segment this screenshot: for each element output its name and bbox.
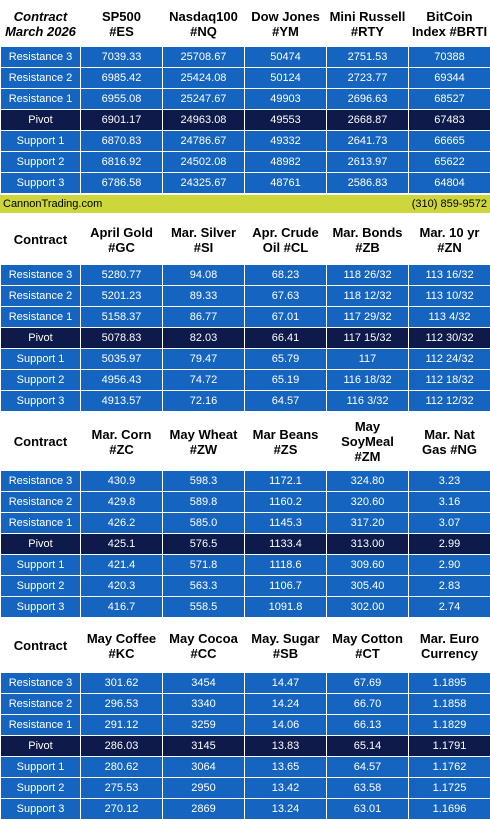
level-value: 270.12 <box>81 799 163 820</box>
row-label: Support 2 <box>1 370 81 391</box>
row-label: Support 2 <box>1 576 81 597</box>
row-label: Pivot <box>1 328 81 349</box>
level-value: 3145 <box>163 736 245 757</box>
row-label: Pivot <box>1 736 81 757</box>
column-header-line: #ZW <box>190 442 217 457</box>
row-label: Resistance 1 <box>1 307 81 328</box>
level-row <box>1 778 490 799</box>
level-value: 5035.97 <box>81 349 163 370</box>
level-row <box>1 471 490 492</box>
pivot-row <box>1 328 490 349</box>
level-row <box>1 89 490 110</box>
row-label: Support 1 <box>1 349 81 370</box>
column-header-line: May Cocoa <box>169 631 238 646</box>
column-header-line: #GC <box>108 240 135 255</box>
level-value: 64804 <box>409 173 490 194</box>
column-header <box>245 1 327 47</box>
column-header <box>409 413 490 471</box>
level-value: 275.53 <box>81 778 163 799</box>
column-header-line: Currency <box>421 646 478 661</box>
level-value: 2.74 <box>409 597 490 618</box>
level-value: 86.77 <box>163 307 245 328</box>
level-value: 305.40 <box>327 576 409 597</box>
level-value: 89.33 <box>163 286 245 307</box>
level-value: 24963.08 <box>163 110 245 131</box>
level-value: 3340 <box>163 694 245 715</box>
column-header-line: #CT <box>355 646 380 661</box>
level-value: 13.83 <box>245 736 327 757</box>
row-label: Resistance 1 <box>1 89 81 110</box>
contract-header <box>1 1 81 47</box>
level-value: 6786.58 <box>81 173 163 194</box>
level-value: 14.24 <box>245 694 327 715</box>
column-header-line: May. Sugar <box>251 631 319 646</box>
level-row <box>1 391 490 412</box>
level-value: 1.1725 <box>409 778 490 799</box>
level-value: 65.14 <box>327 736 409 757</box>
level-value: 67.69 <box>327 673 409 694</box>
column-header <box>409 619 490 673</box>
level-value: 1.1762 <box>409 757 490 778</box>
column-header <box>81 1 163 47</box>
level-value: 25247.67 <box>163 89 245 110</box>
level-value: 66.70 <box>327 694 409 715</box>
level-value: 1.1895 <box>409 673 490 694</box>
level-value: 425.1 <box>81 534 163 555</box>
level-value: 74.72 <box>163 370 245 391</box>
row-label: Support 2 <box>1 778 81 799</box>
level-row <box>1 799 490 820</box>
column-header-line: Mar. Bonds <box>332 225 402 240</box>
level-value: 64.57 <box>245 391 327 412</box>
phone-number: (310) 859-9572 <box>412 198 487 210</box>
header-row <box>1 413 490 471</box>
column-header-line: Mar. Silver <box>171 225 236 240</box>
level-value: 49332 <box>245 131 327 152</box>
column-header <box>327 1 409 47</box>
column-header-line: April Gold <box>90 225 153 240</box>
level-row <box>1 173 490 194</box>
level-value: 2696.63 <box>327 89 409 110</box>
row-label: Resistance 2 <box>1 694 81 715</box>
level-value: 2.83 <box>409 576 490 597</box>
column-header <box>409 1 490 47</box>
level-value: 280.62 <box>81 757 163 778</box>
level-row <box>1 715 490 736</box>
column-header-line: #ES <box>109 24 134 39</box>
level-row <box>1 757 490 778</box>
level-value: 63.01 <box>327 799 409 820</box>
level-value: 48982 <box>245 152 327 173</box>
level-value: 301.62 <box>81 673 163 694</box>
column-header-line: #NQ <box>190 24 217 39</box>
row-label: Resistance 3 <box>1 673 81 694</box>
level-value: 6816.92 <box>81 152 163 173</box>
level-value: 64.57 <box>327 757 409 778</box>
level-value: 2723.77 <box>327 68 409 89</box>
header-row <box>1 1 490 47</box>
level-row <box>1 286 490 307</box>
level-value: 118 26/32 <box>327 265 409 286</box>
level-value: 67.01 <box>245 307 327 328</box>
level-value: 13.42 <box>245 778 327 799</box>
level-value: 13.65 <box>245 757 327 778</box>
level-value: 571.8 <box>163 555 245 576</box>
column-header-line: Mar. Corn <box>92 427 152 442</box>
row-label: Support 3 <box>1 173 81 194</box>
column-header-line: #SB <box>273 646 298 661</box>
level-value: 1160.2 <box>245 492 327 513</box>
row-label: Resistance 3 <box>1 471 81 492</box>
levels-table-2 <box>0 214 490 412</box>
level-value: 117 15/32 <box>327 328 409 349</box>
level-value: 2613.97 <box>327 152 409 173</box>
level-row <box>1 265 490 286</box>
level-value: 66.13 <box>327 715 409 736</box>
level-value: 1118.6 <box>245 555 327 576</box>
level-value: 117 <box>327 349 409 370</box>
level-row <box>1 307 490 328</box>
contact-banner <box>0 194 490 214</box>
row-label: Resistance 2 <box>1 286 81 307</box>
column-header-line: #ZB <box>355 240 380 255</box>
row-label: Resistance 2 <box>1 492 81 513</box>
level-value: 1.1829 <box>409 715 490 736</box>
level-value: 70388 <box>409 47 490 68</box>
level-value: 25708.67 <box>163 47 245 68</box>
level-value: 6955.08 <box>81 89 163 110</box>
level-value: 79.47 <box>163 349 245 370</box>
column-header-line: SoyMeal <box>341 434 394 449</box>
level-value: 14.47 <box>245 673 327 694</box>
column-header-line: #SI <box>194 240 214 255</box>
column-header-line: #ZN <box>437 240 462 255</box>
column-header <box>163 215 245 265</box>
level-value: 296.53 <box>81 694 163 715</box>
column-header <box>163 413 245 471</box>
level-value: 416.7 <box>81 597 163 618</box>
level-row <box>1 673 490 694</box>
level-value: 66.41 <box>245 328 327 349</box>
pivot-row <box>1 110 490 131</box>
level-row <box>1 349 490 370</box>
level-value: 3259 <box>163 715 245 736</box>
level-value: 94.08 <box>163 265 245 286</box>
level-value: 1172.1 <box>245 471 327 492</box>
level-value: 50474 <box>245 47 327 68</box>
level-value: 2751.53 <box>327 47 409 68</box>
level-value: 65622 <box>409 152 490 173</box>
level-value: 1091.8 <box>245 597 327 618</box>
level-value: 112 30/32 <box>409 328 490 349</box>
column-header-line: BitCoin <box>426 9 472 24</box>
level-value: 63.58 <box>327 778 409 799</box>
level-value: 112 12/32 <box>409 391 490 412</box>
level-value: 558.5 <box>163 597 245 618</box>
level-row <box>1 555 490 576</box>
column-header-line: #RTY <box>351 24 384 39</box>
column-header <box>163 1 245 47</box>
level-value: 2.99 <box>409 534 490 555</box>
level-row <box>1 152 490 173</box>
level-value: 13.24 <box>245 799 327 820</box>
row-label: Support 1 <box>1 555 81 576</box>
column-header-line: #ZM <box>355 449 381 464</box>
level-value: 2.90 <box>409 555 490 576</box>
row-label: Resistance 3 <box>1 47 81 68</box>
level-value: 430.9 <box>81 471 163 492</box>
header-row <box>1 215 490 265</box>
column-header <box>327 413 409 471</box>
column-header-line: Mar. Euro <box>420 631 479 646</box>
level-value: 14.06 <box>245 715 327 736</box>
contract-header-line: Contract <box>14 9 67 24</box>
level-value: 25424.08 <box>163 68 245 89</box>
row-label: Support 3 <box>1 597 81 618</box>
column-header <box>245 413 327 471</box>
level-value: 563.3 <box>163 576 245 597</box>
level-value: 1106.7 <box>245 576 327 597</box>
row-label: Support 1 <box>1 757 81 778</box>
contract-header-line: Contract <box>14 434 67 449</box>
column-header-line: May Wheat <box>170 427 238 442</box>
level-value: 4913.57 <box>81 391 163 412</box>
level-value: 421.4 <box>81 555 163 576</box>
level-value: 291.12 <box>81 715 163 736</box>
level-value: 5280.77 <box>81 265 163 286</box>
level-value: 66665 <box>409 131 490 152</box>
level-value: 4956.43 <box>81 370 163 391</box>
column-header <box>81 413 163 471</box>
column-header-line: Mar. Nat <box>424 427 475 442</box>
level-value: 2641.73 <box>327 131 409 152</box>
level-value: 24786.67 <box>163 131 245 152</box>
row-label: Resistance 1 <box>1 513 81 534</box>
level-value: 113 10/32 <box>409 286 490 307</box>
level-value: 116 3/32 <box>327 391 409 412</box>
row-label: Support 3 <box>1 799 81 820</box>
level-value: 317.20 <box>327 513 409 534</box>
level-value: 113 16/32 <box>409 265 490 286</box>
level-value: 68.23 <box>245 265 327 286</box>
level-value: 112 18/32 <box>409 370 490 391</box>
level-value: 65.79 <box>245 349 327 370</box>
level-value: 1.1791 <box>409 736 490 757</box>
level-value: 67483 <box>409 110 490 131</box>
column-header-line: Gas #NG <box>422 442 477 457</box>
column-header-line: May Cotton <box>332 631 403 646</box>
level-row <box>1 694 490 715</box>
level-value: 426.2 <box>81 513 163 534</box>
site-link[interactable]: CannonTrading.com <box>3 198 102 210</box>
row-label: Resistance 3 <box>1 265 81 286</box>
level-row <box>1 576 490 597</box>
level-value: 286.03 <box>81 736 163 757</box>
column-header-line: May Coffee <box>87 631 156 646</box>
column-header-line: #ZS <box>274 442 298 457</box>
level-value: 116 18/32 <box>327 370 409 391</box>
contract-header <box>1 215 81 265</box>
level-value: 1.1696 <box>409 799 490 820</box>
level-value: 3454 <box>163 673 245 694</box>
level-value: 6985.42 <box>81 68 163 89</box>
contract-header <box>1 619 81 673</box>
header-row <box>1 619 490 673</box>
column-header <box>327 215 409 265</box>
column-header <box>409 215 490 265</box>
level-value: 82.03 <box>163 328 245 349</box>
column-header <box>163 619 245 673</box>
level-value: 585.0 <box>163 513 245 534</box>
row-label: Support 2 <box>1 152 81 173</box>
column-header-line: #YM <box>272 24 299 39</box>
level-value: 1145.3 <box>245 513 327 534</box>
level-value: 6901.17 <box>81 110 163 131</box>
level-value: 576.5 <box>163 534 245 555</box>
level-value: 3.16 <box>409 492 490 513</box>
level-value: 24325.67 <box>163 173 245 194</box>
column-header-line: Mar. 10 yr <box>420 225 480 240</box>
contract-header-line: Contract <box>14 232 67 247</box>
level-row <box>1 513 490 534</box>
level-value: 5201.23 <box>81 286 163 307</box>
levels-table-4 <box>0 618 490 820</box>
column-header-line: #ZC <box>109 442 134 457</box>
level-value: 302.00 <box>327 597 409 618</box>
level-value: 1.1858 <box>409 694 490 715</box>
row-label: Support 3 <box>1 391 81 412</box>
row-label: Support 1 <box>1 131 81 152</box>
level-row <box>1 597 490 618</box>
column-header <box>81 619 163 673</box>
level-value: 112 24/32 <box>409 349 490 370</box>
column-header-line: SP500 <box>102 9 141 24</box>
column-header <box>327 619 409 673</box>
row-label: Pivot <box>1 534 81 555</box>
level-value: 5078.83 <box>81 328 163 349</box>
column-header-line: Index #BRTI <box>412 24 487 39</box>
level-value: 48761 <box>245 173 327 194</box>
row-label: Resistance 2 <box>1 68 81 89</box>
level-value: 69344 <box>409 68 490 89</box>
level-value: 324.80 <box>327 471 409 492</box>
level-value: 2950 <box>163 778 245 799</box>
level-row <box>1 370 490 391</box>
level-value: 50124 <box>245 68 327 89</box>
row-label: Resistance 1 <box>1 715 81 736</box>
level-row <box>1 131 490 152</box>
level-value: 309.60 <box>327 555 409 576</box>
level-value: 65.19 <box>245 370 327 391</box>
levels-table-1 <box>0 0 490 194</box>
level-value: 320.60 <box>327 492 409 513</box>
contract-header-line: March 2026 <box>5 24 76 39</box>
column-header-line: Dow Jones <box>251 9 320 24</box>
column-header-line: Mini Russell <box>330 9 406 24</box>
level-value: 2869 <box>163 799 245 820</box>
level-value: 68527 <box>409 89 490 110</box>
column-header-line: Mar Beans <box>253 427 319 442</box>
level-row <box>1 492 490 513</box>
column-header-line: #CC <box>190 646 216 661</box>
level-value: 3.23 <box>409 471 490 492</box>
level-value: 117 29/32 <box>327 307 409 328</box>
column-header-line: Oil #CL <box>263 240 309 255</box>
contract-header <box>1 413 81 471</box>
column-header-line: Nasdaq100 <box>169 9 238 24</box>
level-row <box>1 47 490 68</box>
level-value: 118 12/32 <box>327 286 409 307</box>
levels-table-3 <box>0 412 490 618</box>
level-value: 1133.4 <box>245 534 327 555</box>
level-value: 5158.37 <box>81 307 163 328</box>
level-value: 429.8 <box>81 492 163 513</box>
level-value: 7039.33 <box>81 47 163 68</box>
column-header <box>245 215 327 265</box>
level-value: 6870.83 <box>81 131 163 152</box>
level-value: 2586.83 <box>327 173 409 194</box>
level-value: 2668.87 <box>327 110 409 131</box>
column-header-line: Apr. Crude <box>252 225 318 240</box>
level-row <box>1 68 490 89</box>
contract-header-line: Contract <box>14 638 67 653</box>
pivot-row <box>1 736 490 757</box>
column-header-line: #KC <box>108 646 134 661</box>
level-value: 49553 <box>245 110 327 131</box>
level-value: 589.8 <box>163 492 245 513</box>
level-value: 24502.08 <box>163 152 245 173</box>
column-header <box>245 619 327 673</box>
level-value: 67.63 <box>245 286 327 307</box>
level-value: 420.3 <box>81 576 163 597</box>
level-value: 313.00 <box>327 534 409 555</box>
row-label: Pivot <box>1 110 81 131</box>
pivot-row <box>1 534 490 555</box>
level-value: 49903 <box>245 89 327 110</box>
level-value: 3.07 <box>409 513 490 534</box>
column-header-line: May <box>355 419 380 434</box>
column-header <box>81 215 163 265</box>
level-value: 72.16 <box>163 391 245 412</box>
level-value: 598.3 <box>163 471 245 492</box>
level-value: 3064 <box>163 757 245 778</box>
level-value: 113 4/32 <box>409 307 490 328</box>
